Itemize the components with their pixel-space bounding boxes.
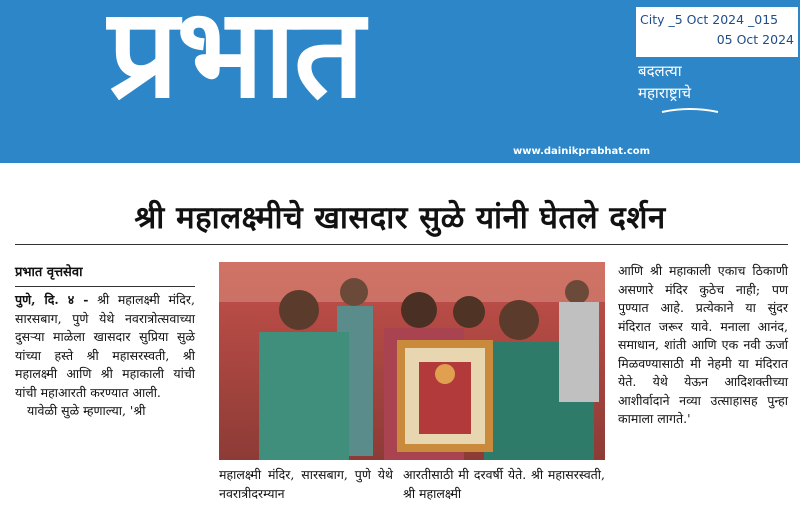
edition-label: City _5 Oct 2024 _015: [640, 12, 779, 27]
headline-rule: [15, 244, 788, 245]
column-1-text-2: यावेळी सुळे म्हणाल्या, 'श्री: [27, 403, 146, 418]
tagline-line-3: महाराष्ट्राचे: [638, 84, 692, 102]
dateline: पुणे, दि. ४ -: [15, 292, 89, 307]
tagline-line-2: बदलत्या: [638, 62, 682, 80]
article-column-3: आणि श्री महाकाली एकाच ठिकाणी असणारे मंदिर कुठेच नाही; पण पुण्यात आहे. प्रत्येकाने या सुंदर मंदिरात जरूर यावे. मनाला आनंद, समाधान, शांती आणि एक नवी ऊर्जा मिळवण्यासाठी मी नेहमी या मंदिरात येते. येथे येऊन आदिशक्तीच्या आशीर्वादाने नव्या उत्साहासह पुन्हा कामाला लागते.': [618, 263, 788, 426]
byline-rule: [15, 286, 195, 287]
article-column-1: [15, 291, 195, 421]
newspaper-logo: प्रभात: [108, 0, 363, 126]
masthead: [0, 0, 800, 163]
event-photo: [219, 262, 605, 460]
article-column-2a: महालक्ष्मी मंदिर, सारसबाग, पुणे येथे नवरात्रीदरम्यान: [219, 467, 393, 501]
edition-date: 05 Oct 2024: [716, 32, 794, 47]
swoosh-icon: [660, 104, 720, 116]
column-1-text: श्री महालक्ष्मी मंदिर, सारसबाग, पुणे येथे नवरात्रोत्सवाच्या दुसऱ्या माळेला खासदार सुप्रिया सुळे यांच्या हस्ते श्री महासरस्वती, श्री महालक्ष्मी आणि श्री महाकाली यांची यांची महाआरती करण्यात आली.: [15, 292, 195, 400]
byline: प्रभात वृत्तसेवा: [15, 265, 83, 280]
article-column-2b: आरतीसाठी मी दरवर्षी येते. श्री महासरस्वती, श्री महालक्ष्मी: [403, 467, 605, 501]
edition-stamp: [636, 7, 798, 57]
website-url: www.dainikprabhat.com: [513, 146, 651, 157]
headline: श्री महालक्ष्मीचे खासदार सुळे यांनी घेतले दर्शन: [134, 200, 666, 236]
